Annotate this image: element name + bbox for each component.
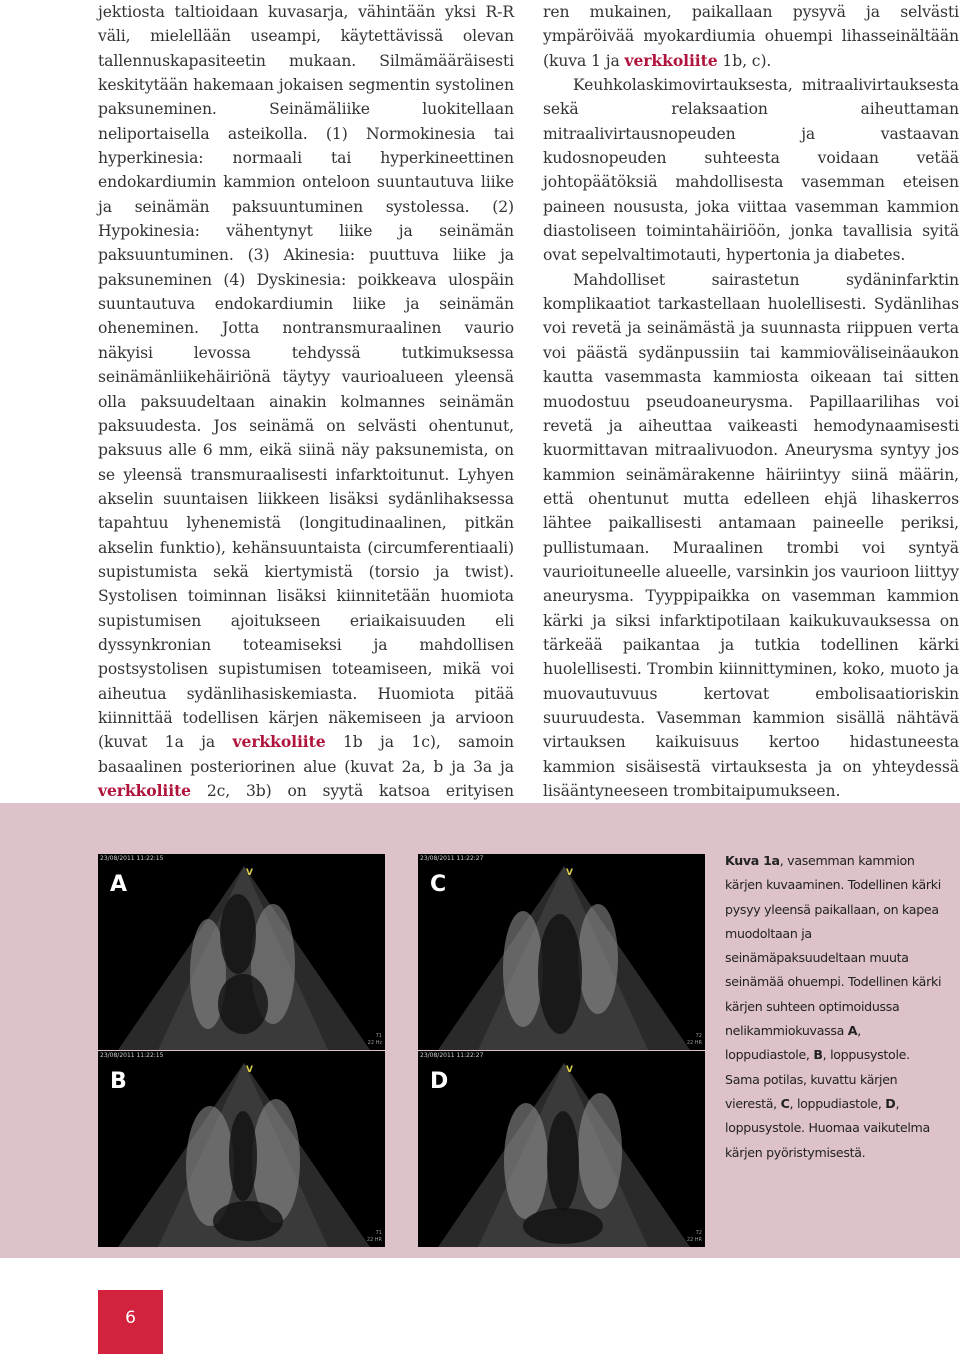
caption-text: , loppusystole. Huomaa vaikutelma kärjen pyöristymisestä. — [725, 1095, 930, 1160]
text-run: 1b ja 1c), samoin basaalinen posteriorinen alue (kuvat 2a, b ja 3a ja — [98, 733, 515, 776]
ultrasound-panel-b — [98, 1051, 385, 1247]
text-run: jektiosta taltioidaan kuvasarja, vähintään yksi R-R väli, mielellään useampi, käytettävissä olevan tallennuskapasiteetin mukaan. Silmämääräisesti keskitytään hakemaan jokaisen segmentin systolinen paksuneminen. Seinämäliike luokitellaan neliportaisella asteikolla. (1) Normokinesia tai hyperkinesia: normaali tai hyperkineettinen endokardiumin kammion onteloon suuntautuva liike ja seinämän paksuuntuminen systolessa. (2) Hypokinesia: vähentynyt liike ja seinämän paksuuntuminen. (3) Akinesia: puuttuva liike ja paksuneminen (4) Dyskinesia: poikkeava ulospäin suuntautuva endokardiumin liike ja seinämän oheneminen. Jotta nontransmuraalinen vaurio näkyisi levossa tehdyssä tutkimuksessa seinämänliikehäiriönä täytyy vaurioalueen yleensä olla paksuudeltaan ainakin kolmannes seinämän paksuudesta. Jos seinämä on selvästi ohentunut, paksuus alle 6 mm, eikä siinä näy paksunemista, on se yleensä transmuraalisesti infarktoitunut. Lyhyen akselin suuntaisen liikkeen lisäksi sydänlihaksessa tapahtuu lyhenemistä (longitudinaalinen, pitkän akselin funktio), kehänsuuntaista (circumferentiaali) supistumista sekä kiertymistä (torsio ja twist). Systolisen toiminnan lisäksi kiinnitetään huomiota supistumisen ajoitukseen eriaikaisuuden eli dyssynkronian toteamiseksi ja mahdollisen postsystolisen supistumisen toteamiseen, mikä voi aiheutua sydänlihasiskemiasta. Huomiota pitää kiinnittää todellisen kärjen näkemiseen ja arvioon (kuvat 1a ja — [98, 3, 514, 752]
right-paragraph-2: Keuhkolaskimovirtauksesta, mitraalivirtauksesta sekä relaksaation aiheuttaman mitraalivirtausnopeuden ja vastaavan kudosnopeuden suhteesta voidaan vetää johtopäätöksiä mahdollisesta vasemman eteisen paineen noususta, joka viittaa vasemman kammion diastoliseen toimintahäiriöön, jonka tavallisia syitä ovat sepelvaltimotauti, hypertonia ja diabetes. — [543, 76, 959, 265]
ultrasound-panel-c — [418, 854, 705, 1050]
frame-info: 72 22 HR — [686, 1033, 702, 1046]
v-marker: V — [566, 1065, 573, 1075]
right-text-column — [543, 0, 959, 803]
v-marker: V — [246, 868, 253, 878]
caption-text: , loppudiastole, — [789, 1095, 886, 1111]
text-run: ren mukainen, paikallaan pysyvä ja selvästi ympäröivää myokardiumia ohuempi lihasseinältään (kuva 1 ja — [543, 3, 959, 70]
left-paragraph — [98, 0, 514, 852]
caption-text: , loppudiastole, — [725, 1023, 861, 1063]
caption-bold: A — [847, 1023, 858, 1039]
caption-label: Kuva 1a — [725, 853, 780, 868]
timestamp: 23/08/2011 11:22:27 — [420, 855, 484, 862]
left-text-column — [98, 0, 514, 852]
panel-letter: A — [110, 872, 128, 897]
figure-caption — [725, 849, 945, 1165]
frame-info: 72 22 HR — [686, 1230, 702, 1243]
timestamp: 23/08/2011 11:22:27 — [420, 1052, 484, 1059]
ultrasound-panel-d — [418, 1051, 705, 1247]
panel-letter: C — [430, 872, 447, 897]
page-number: 6 — [125, 1308, 136, 1328]
timestamp: 23/08/2011 11:22:15 — [100, 1052, 164, 1059]
verkkoliite-link[interactable]: verkkoliite — [98, 781, 192, 800]
caption-bold: D — [885, 1095, 896, 1111]
ultrasound-image — [98, 854, 385, 1050]
right-paragraph-1 — [543, 0, 959, 73]
ultrasound-image — [98, 1051, 385, 1247]
ultrasound-image — [418, 854, 705, 1050]
caption-bold: C — [780, 1095, 790, 1111]
caption-bold: B — [813, 1047, 823, 1063]
frame-info: 71 22 HR — [366, 1230, 382, 1243]
verkkoliite-link[interactable]: verkkoliite — [624, 50, 718, 70]
page-number-box — [98, 1290, 163, 1354]
caption-text: , vasemman kammion kärjen kuvaaminen. Todellinen kärki pysyy yleensä paikallaan, on kapea muodoltaan ja seinämäpaksuudeltaan muuta seinämää ohuempi. Todellinen kärki kärjen suhteen optimoidussa nelikammiokuvassa — [725, 853, 942, 1039]
ultrasound-image — [418, 1051, 705, 1247]
panel-letter: D — [430, 1069, 449, 1094]
caption-text: , loppusystole. Sama potilas, kuvattu kärjen vierestä, — [725, 1047, 910, 1111]
v-marker: V — [246, 1065, 253, 1075]
v-marker: V — [566, 868, 573, 878]
right-paragraph-3: Mahdolliset sairastetun sydäninfarktin komplikaatiot tarkastellaan huolellisesti. Sydänlihas voi revetä ja seinämästä ja suunnasta riippuen verta voi päästä sydänpussiin tai kammioväliseinäaukon kautta vasemmasta kammiosta oikeaan tai sitten muodostuu pseudoaneurysma. Papillaarilihas voi revetä ja aiheuttaa vaikeasti hemodynaamisesti kuormittavan mitraalivuodon. Aneurysma syntyy jos kammion seinämärakenne häiriintyy siinä määrin, että ohentunut mutta edelleen ehjä lihaskerros lähtee paikallisesti antamaan paineelle periksi, pullistumaan. Muraalinen trombi voi syntyä vaurioituneelle alueelle, varsinkin jos vaurioon liittyy aneurysma. Tyyppipaikka on vasemman kammion kärki ja siksi infarktipotilaan kaikukuvauksessa on tärkeää paikantaa ja tutkia todellinen kärki huolellisesti. Trombin kiinnittyminen, koko, muoto ja muovautuvuus kertovat embolisaatioriskin suuruudesta. Vasemman kammion sisällä nähtävä virtauksen kaikuisuus kertoo hidastuneesta kammion sisäisestä virtauksesta ja on yhteydessä lisääntyneeseen trombitaipumukseen. — [543, 270, 959, 800]
ultrasound-panel-a — [98, 854, 385, 1050]
text-run: 1b, c). — [717, 51, 772, 70]
panel-letter: B — [110, 1069, 127, 1094]
text-run: 2c, 3b) on syytä katsoa erityisen — [206, 782, 514, 800]
frame-info: 71 22 Hz — [367, 1033, 382, 1046]
verkkoliite-link[interactable]: verkkoliite — [232, 732, 326, 752]
timestamp: 23/08/2011 11:22:15 — [100, 855, 164, 862]
